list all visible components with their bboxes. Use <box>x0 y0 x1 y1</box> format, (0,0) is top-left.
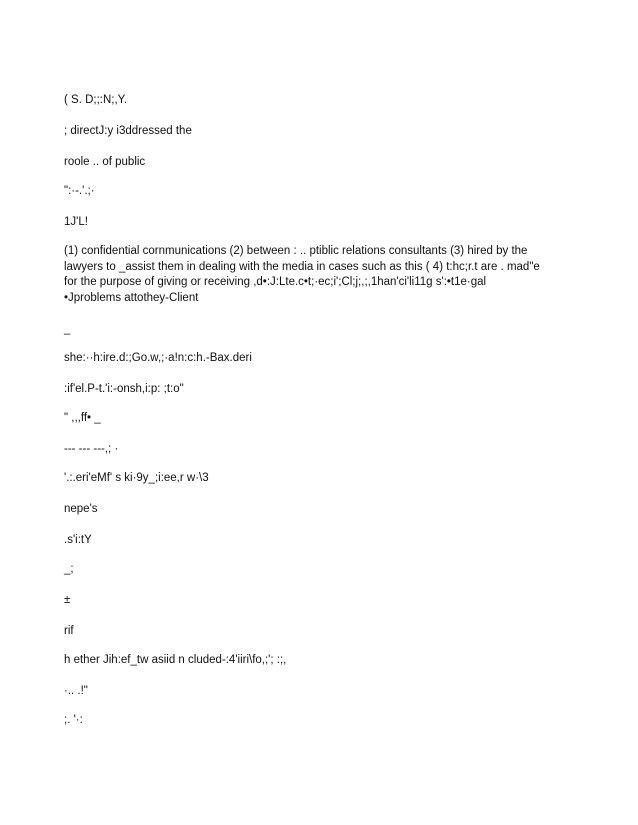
text-line: rif <box>64 625 74 637</box>
text-line: _ <box>64 323 71 335</box>
text-line: --- --- ---,; · <box>64 443 119 455</box>
text-line: ± <box>64 594 71 606</box>
text-line: roole .. of public <box>64 156 146 168</box>
text-line: ;. '·: <box>64 714 83 726</box>
text-line: ( S. D;;:N;,Y. <box>64 94 128 106</box>
text-line: '.:.eri'eMf' s ki·9y_;i:ee,r w·\3 <box>64 472 209 484</box>
paragraph-line: lawyers to _assist them in dealing with the media in cases such as this ( 4) t:hc;r.t are . mad"e <box>64 260 540 273</box>
text-line: :if'el.P-t.'i:-onsh,i:p: ;t:o" <box>64 383 184 395</box>
paragraph-line: for the purpose of giving or receiving ,d•:J:Lte.c•t;·ec;i';Cl;j;,;,1han'ci'li11g s':•t1e·gal <box>64 276 487 288</box>
text-line: " ,,,ff• _ <box>64 412 101 424</box>
text-line: _; <box>64 563 74 575</box>
text-line: h ether Jih:ef_tw asiid n cluded-:4'iiri\fo,;'; :;, <box>64 654 287 666</box>
text-line: ; directJ:y i3ddressed the <box>64 125 192 137</box>
paragraph-line: (1) confidential cornmunications (2) between : .. ptiblic relations consultants (3) hired by the <box>64 245 528 257</box>
paragraph-line: •Jproblems attothey-Client <box>64 291 199 304</box>
text-line: .s'i:tY <box>64 534 92 546</box>
text-line: nepe's <box>64 503 98 515</box>
text-line: she:··h:ire.d:;Go.w,;·a!n:c:h.-Bax.deri <box>64 352 252 364</box>
body-paragraph <box>64 244 584 306</box>
text-line: ":·-.'.;· <box>64 185 95 197</box>
text-line: 1J'L! <box>64 216 88 228</box>
text-line: ·.. .!" <box>64 685 88 697</box>
